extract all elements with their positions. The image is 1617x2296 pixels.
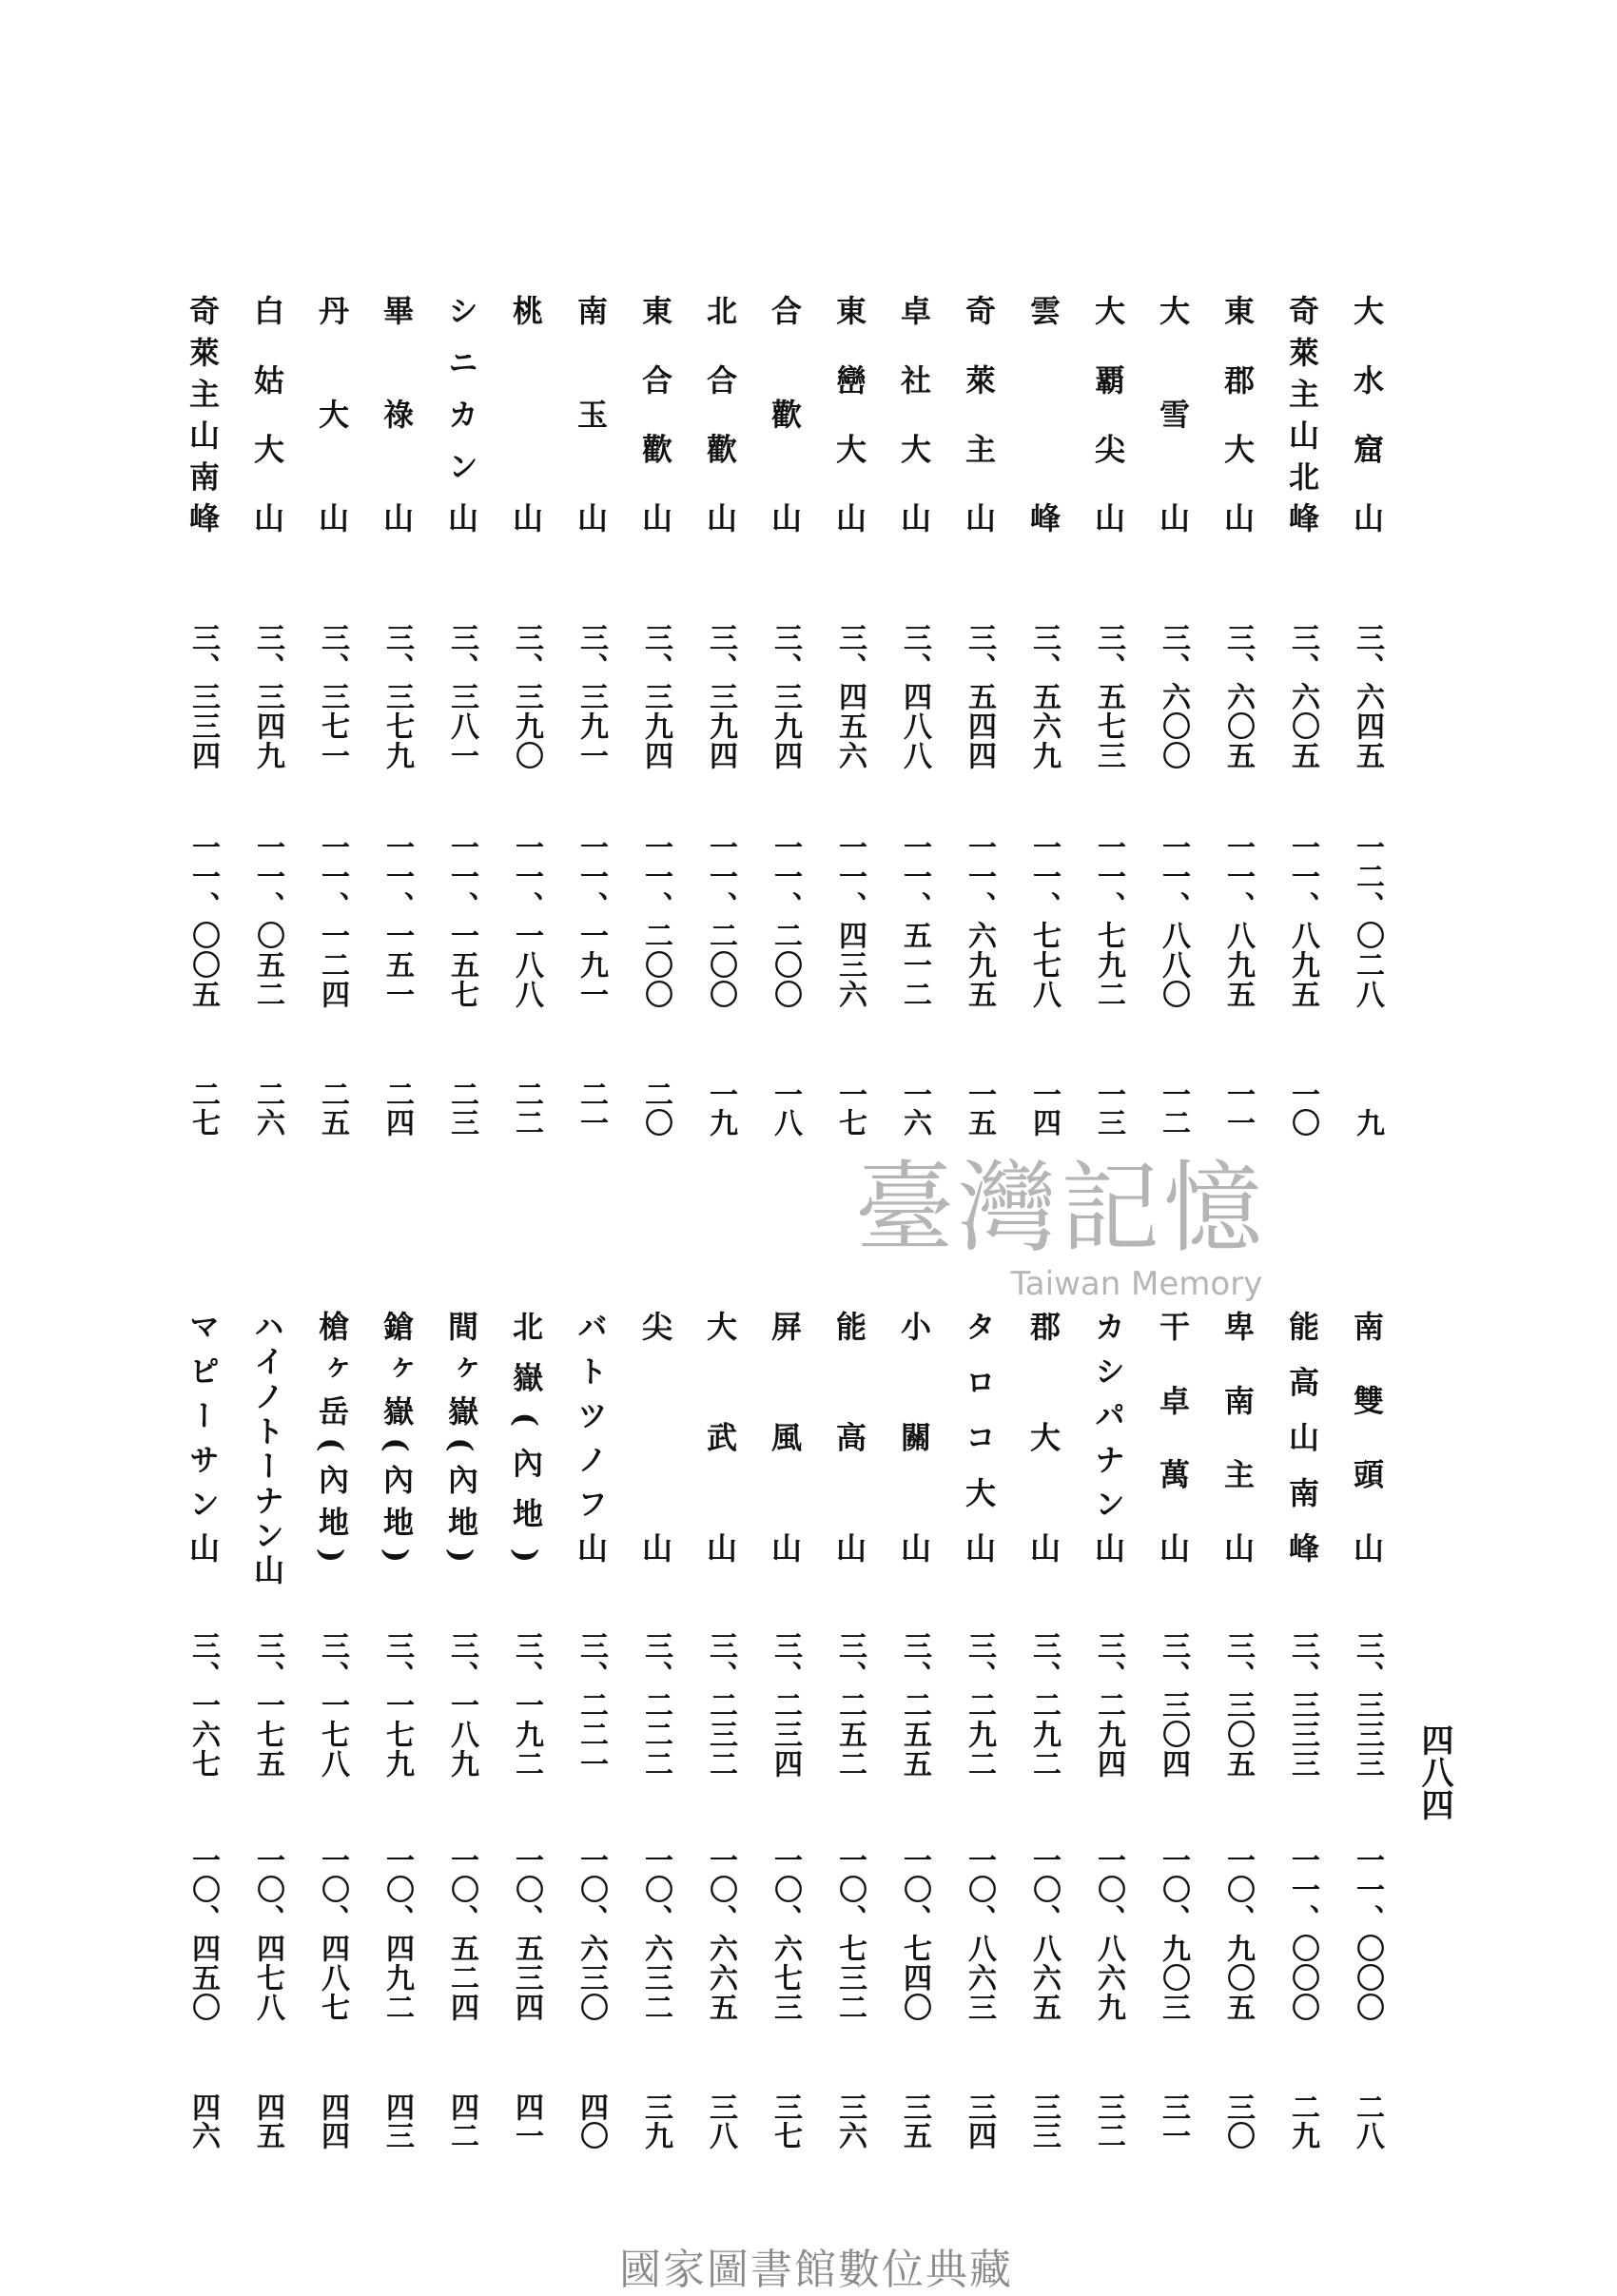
rank-number: 三七 xyxy=(769,2092,802,2150)
rank-number: 一二 xyxy=(1157,1080,1190,1137)
rank-number: 四六 xyxy=(186,2092,220,2150)
height-feet: 一〇、八六三 xyxy=(963,1845,996,2022)
rank-number: 一六 xyxy=(898,1080,931,1137)
rank-number: 二〇 xyxy=(639,1080,672,1137)
rank-number: 九 xyxy=(1351,1108,1384,1137)
height-feet: 一一、八九五 xyxy=(1286,832,1319,1009)
rank-number: 一九 xyxy=(704,1080,737,1137)
mountain-name: 奇萊主山南峰 xyxy=(185,295,221,533)
height-meters: 三、三七九 xyxy=(380,623,414,770)
height-feet: 一一、七九二 xyxy=(1092,832,1125,1009)
height-meters: 三、四五六 xyxy=(833,623,867,770)
height-feet: 一〇、四五〇 xyxy=(186,1845,220,2022)
height-feet: 一一、〇〇五 xyxy=(186,832,220,1009)
height-meters: 三、三八一 xyxy=(445,623,478,770)
height-feet: 一一、一五七 xyxy=(445,832,478,1009)
mountain-name: 東合歡山 xyxy=(637,295,673,533)
rank-number: 三四 xyxy=(963,2092,996,2150)
mountain-name: 東巒大山 xyxy=(831,295,867,533)
mountain-name: 合歡山 xyxy=(767,295,803,533)
height-meters: 三、一六七 xyxy=(186,1631,220,1779)
height-meters: 三、二二一 xyxy=(575,1631,608,1779)
rank-number: 一〇 xyxy=(1286,1080,1319,1137)
rank-number: 二九 xyxy=(1286,2092,1319,2150)
rank-number: 二四 xyxy=(380,1080,414,1137)
rank-number: 二三 xyxy=(445,1080,478,1137)
mountain-name: 干卓萬山 xyxy=(1155,1311,1191,1563)
rank-number: 一四 xyxy=(1027,1080,1061,1137)
mountain-name: 畢祿山 xyxy=(379,295,415,533)
height-feet: 一〇、六三二 xyxy=(639,1845,672,2022)
mountain-name: 尖山 xyxy=(637,1311,673,1563)
height-feet: 一〇、五二四 xyxy=(445,1845,478,2022)
rank-number: 三六 xyxy=(833,2092,867,2150)
mountain-name: 大雪山 xyxy=(1155,295,1191,533)
mountain-name: 小關山 xyxy=(896,1311,932,1563)
rank-number: 一八 xyxy=(769,1080,802,1137)
height-meters: 三、三九四 xyxy=(769,623,802,770)
height-feet: 一一、二〇〇 xyxy=(639,832,672,1009)
height-feet: 一一、二〇〇 xyxy=(769,832,802,1009)
mountain-name: 槍ヶ岳(內地) xyxy=(314,1311,350,1563)
height-feet: 一一、一五一 xyxy=(380,832,414,1009)
height-meters: 三、五四四 xyxy=(963,623,996,770)
height-meters: 三、一七八 xyxy=(316,1631,349,1779)
height-meters: 三、六〇五 xyxy=(1221,623,1255,770)
height-meters: 三、三〇四 xyxy=(1157,1631,1190,1779)
page-number: 四八四 xyxy=(1415,1723,1453,1820)
height-feet: 一〇、四七八 xyxy=(251,1845,284,2022)
rank-number: 四〇 xyxy=(575,2092,608,2150)
height-meters: 三、二九二 xyxy=(1027,1631,1061,1779)
rank-number: 三三 xyxy=(1027,2092,1061,2150)
height-feet: 一一、六九五 xyxy=(963,832,996,1009)
height-feet: 一〇、九〇三 xyxy=(1157,1845,1190,2022)
mountain-name: ハイノトーナン山 xyxy=(249,1311,285,1585)
mountain-name: 能高山 xyxy=(831,1311,867,1563)
height-feet: 一一、七七八 xyxy=(1027,832,1061,1009)
watermark-subtitle: Taiwan Memory xyxy=(1010,1265,1263,1303)
mountain-name: 間ヶ嶽(內地) xyxy=(443,1311,479,1563)
height-feet: 一〇、六三〇 xyxy=(575,1845,608,2022)
mountain-name: カシパナン山 xyxy=(1090,1311,1126,1563)
mountain-name: 南玉山 xyxy=(573,295,609,533)
rank-number: 四四 xyxy=(316,2092,349,2150)
height-feet: 一一、〇五二 xyxy=(251,832,284,1009)
watermark xyxy=(813,1151,1308,1303)
height-meters: 三、五七三 xyxy=(1092,623,1125,770)
mountain-name: 卓社大山 xyxy=(896,295,932,533)
height-feet: 一〇、四九二 xyxy=(380,1845,414,2022)
height-feet: 一一、〇〇〇 xyxy=(1286,1845,1319,2022)
height-feet: 一〇、五三四 xyxy=(510,1845,543,2022)
rank-number: 二七 xyxy=(186,1080,220,1137)
rank-number: 一三 xyxy=(1092,1080,1125,1137)
height-meters: 三、三三三 xyxy=(1351,1631,1384,1779)
mountain-name: 大覇尖山 xyxy=(1090,295,1126,533)
height-meters: 三、二五二 xyxy=(833,1631,867,1779)
mountain-name: 雲峰 xyxy=(1025,295,1062,533)
height-meters: 三、三九四 xyxy=(704,623,737,770)
mountain-name: 南雙頭山 xyxy=(1349,1311,1385,1563)
mountain-name: 白姑大山 xyxy=(249,295,285,533)
mountain-name: シニカン山 xyxy=(443,295,479,533)
height-feet: 一〇、四八七 xyxy=(316,1845,349,2022)
height-meters: 三、二二二 xyxy=(639,1631,672,1779)
height-meters: 三、二三二 xyxy=(704,1631,737,1779)
rank-number: 四五 xyxy=(251,2092,284,2150)
rank-number: 四二 xyxy=(445,2092,478,2150)
watermark-title: 臺灣記憶 xyxy=(854,1150,1266,1266)
mountain-name: 奇萊主山北峰 xyxy=(1284,295,1320,533)
mountain-name: 郡大山 xyxy=(1025,1311,1062,1563)
height-meters: 三、二三四 xyxy=(769,1631,802,1779)
height-feet: 一一、八八〇 xyxy=(1157,832,1190,1009)
height-meters: 三、五六九 xyxy=(1027,623,1061,770)
rank-number: 一一 xyxy=(1221,1080,1255,1137)
height-feet: 一〇、六七三 xyxy=(769,1845,802,2022)
height-meters: 三、六〇〇 xyxy=(1157,623,1190,770)
mountain-name: 桃山 xyxy=(508,295,544,533)
rank-number: 二八 xyxy=(1351,2092,1384,2150)
mountain-name: 卑南主山 xyxy=(1219,1311,1256,1563)
height-feet: 一一、〇〇〇 xyxy=(1351,1845,1384,2022)
rank-number: 一七 xyxy=(833,1080,867,1137)
rank-number: 三〇 xyxy=(1221,2092,1255,2150)
height-meters: 三、三三三 xyxy=(1286,1631,1319,1779)
rank-number: 三一 xyxy=(1157,2092,1190,2150)
rank-number: 四一 xyxy=(510,2092,543,2150)
mountain-name: 大水窟山 xyxy=(1349,295,1385,533)
mountain-name: タロコ大山 xyxy=(961,1311,997,1563)
height-meters: 三、一七五 xyxy=(251,1631,284,1779)
height-feet: 一一、四三六 xyxy=(833,832,867,1009)
rank-number: 三五 xyxy=(898,2092,931,2150)
rank-number: 二五 xyxy=(316,1080,349,1137)
height-meters: 三、四八八 xyxy=(898,623,931,770)
height-meters: 三、六〇五 xyxy=(1286,623,1319,770)
height-feet: 一一、一九一 xyxy=(575,832,608,1009)
height-meters: 三、二九四 xyxy=(1092,1631,1125,1779)
mountain-name: マピーサン山 xyxy=(185,1311,221,1563)
height-feet: 一一、八九五 xyxy=(1221,832,1255,1009)
height-feet: 一一、一二四 xyxy=(316,832,349,1009)
height-feet: 一一、二〇〇 xyxy=(704,832,737,1009)
height-meters: 三、二五五 xyxy=(898,1631,931,1779)
mountain-name: 能高山南峰 xyxy=(1284,1311,1320,1563)
height-meters: 三、三七一 xyxy=(316,623,349,770)
height-meters: 三、二九二 xyxy=(963,1631,996,1779)
height-feet: 一〇、八六九 xyxy=(1092,1845,1125,2022)
height-feet: 一二、〇二八 xyxy=(1351,832,1384,1009)
height-feet: 一一、五一二 xyxy=(898,832,931,1009)
rank-number: 一五 xyxy=(963,1080,996,1137)
height-feet: 一〇、七四〇 xyxy=(898,1845,931,2022)
height-meters: 三、三四九 xyxy=(251,623,284,770)
footer-archive-label: 國家圖書館數位典藏 xyxy=(619,2246,1013,2294)
mountain-name: 屏風山 xyxy=(767,1311,803,1563)
mountain-name: 北合歡山 xyxy=(702,295,738,533)
height-meters: 三、三九四 xyxy=(639,623,672,770)
rank-number: 三二 xyxy=(1092,2092,1125,2150)
height-feet: 一〇、七三二 xyxy=(833,1845,867,2022)
rank-number: 二六 xyxy=(251,1080,284,1137)
mountain-name: バトツノフ山 xyxy=(573,1311,609,1563)
mountain-name: 北嶽(內地) xyxy=(508,1311,544,1563)
height-meters: 三、一七九 xyxy=(380,1631,414,1779)
height-feet: 一〇、六六五 xyxy=(704,1845,737,2022)
height-feet: 一〇、八六五 xyxy=(1027,1845,1061,2022)
height-meters: 三、一八九 xyxy=(445,1631,478,1779)
mountain-name: 丹大山 xyxy=(314,295,350,533)
mountain-name: 東郡大山 xyxy=(1219,295,1256,533)
height-meters: 三、三九一 xyxy=(575,623,608,770)
rank-number: 四三 xyxy=(380,2092,414,2150)
rank-number: 二一 xyxy=(575,1080,608,1137)
rank-number: 三九 xyxy=(639,2092,672,2150)
height-feet: 一一、一八八 xyxy=(510,832,543,1009)
mountain-name: 大武山 xyxy=(702,1311,738,1563)
height-feet: 一〇、九〇五 xyxy=(1221,1845,1255,2022)
mountain-name: 奇萊主山 xyxy=(961,295,997,533)
height-meters: 三、六四五 xyxy=(1351,623,1384,770)
rank-number: 三八 xyxy=(704,2092,737,2150)
height-meters: 三、三三四 xyxy=(186,623,220,770)
rank-number: 二二 xyxy=(510,1080,543,1137)
mountain-name: 鎗ヶ嶽(內地) xyxy=(379,1311,415,1563)
height-meters: 三、三〇五 xyxy=(1221,1631,1255,1779)
height-meters: 三、三九〇 xyxy=(510,623,543,770)
height-meters: 三、一九二 xyxy=(510,1631,543,1779)
